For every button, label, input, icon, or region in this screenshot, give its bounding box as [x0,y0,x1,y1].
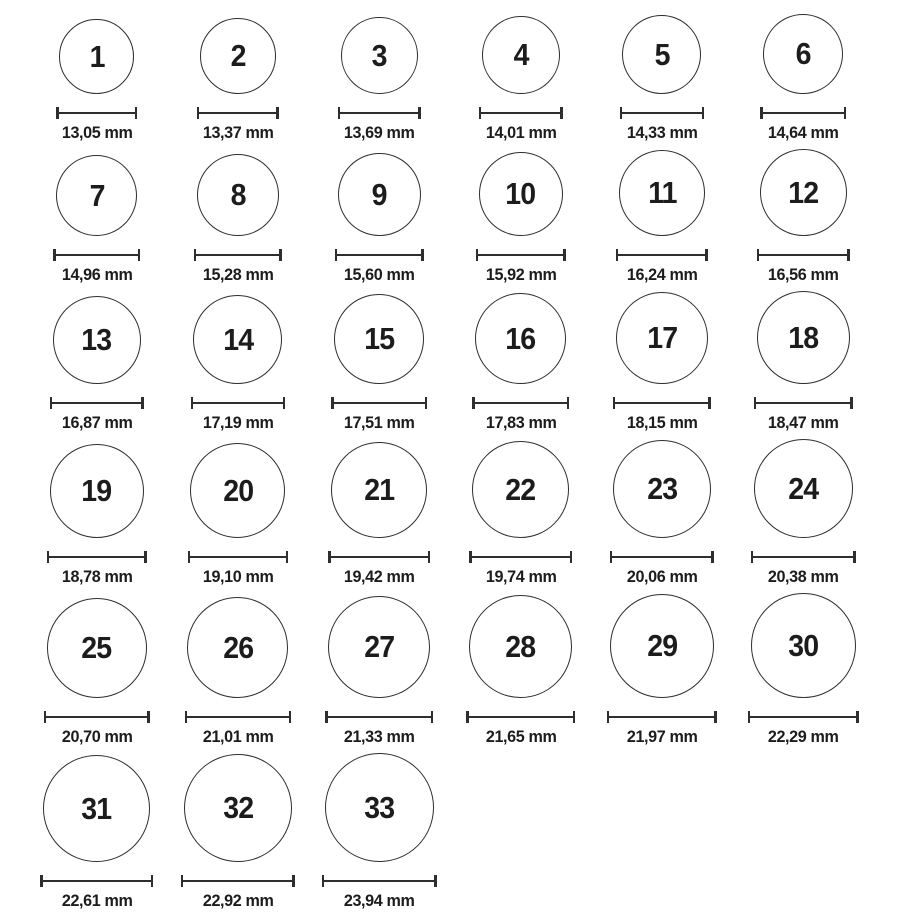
measure-bar [324,880,434,882]
diameter-measure-line [338,107,421,119]
ring-size-number: 27 [364,629,395,664]
measure-bar [43,880,151,882]
ring-size-item [26,291,167,439]
ring-size-number: 32 [223,790,253,825]
ring-circle [616,292,708,384]
diameter-label: 20,06 mm [626,567,698,586]
measure-bar [196,254,279,256]
ring-size-item [167,291,308,439]
ring-size-number: 11 [647,175,677,210]
measure-right-tick [286,551,288,563]
measure-bar [328,716,431,718]
ring-circle [613,440,711,538]
measure-right-tick [292,875,294,887]
ring-size-item [591,439,732,593]
measure-right-tick [279,249,281,261]
measure-right-tick [276,107,278,119]
diameter-label: 19,10 mm [202,567,274,586]
diameter-measure-line [476,249,566,261]
measure-right-tick [844,107,846,119]
measure-bar [472,556,570,558]
diameter-label: 17,83 mm [485,413,556,432]
measure-bar [478,254,563,256]
diameter-measure-line [325,711,433,723]
diameter-measure-line [181,875,295,887]
ring-size-item [26,593,167,753]
diameter-measure-line [610,551,714,563]
ring-size-item [309,149,450,291]
diameter-label: 20,38 mm [768,567,839,586]
diameter-label: 18,78 mm [61,567,132,586]
measure-right-tick [434,875,436,887]
measure-right-tick [425,397,427,409]
diameter-label: 21,01 mm [202,727,274,746]
measure-bar [469,716,573,718]
measure-bar [481,112,560,114]
diameter-label: 15,28 mm [202,265,274,284]
measure-bar [763,112,844,114]
diameter-measure-line [185,711,292,723]
ring-circle [190,443,285,538]
ring-size-number: 20 [223,472,253,508]
measure-right-tick [847,249,849,261]
diameter-label: 13,05 mm [61,123,132,142]
measure-bar [59,112,135,114]
measure-right-tick [418,107,420,119]
ring-circle [187,597,288,698]
ring-circle [200,18,276,94]
measure-bar [190,556,286,558]
ring-circle [59,19,134,94]
measure-right-tick [714,711,716,723]
ring-size-number: 18 [788,319,819,355]
ring-size-number: 14 [223,321,253,357]
ring-size-number: 30 [788,627,819,663]
ring-size-item [733,149,874,291]
diameter-label: 16,56 mm [768,265,839,284]
ring-size-number: 33 [364,789,395,825]
ring-circle [475,293,566,384]
ring-circle [197,154,279,236]
diameter-measure-line [44,711,150,723]
diameter-label: 22,92 mm [202,891,274,910]
measure-right-tick [856,711,858,723]
measure-right-tick [705,249,707,261]
ring-size-number: 12 [788,174,819,210]
ring-size-number: 9 [371,176,387,212]
ring-circle [56,155,137,236]
diameter-label: 21,65 mm [485,727,556,746]
ring-size-item [26,149,167,291]
ring-size-number: 22 [505,471,536,507]
diameter-label: 16,87 mm [61,413,132,432]
ring-size-number: 6 [795,36,811,71]
diameter-measure-line [56,107,137,119]
ring-size-item [167,149,308,291]
ring-size-item [733,291,874,439]
diameter-measure-line [620,107,705,119]
diameter-measure-line [50,397,144,409]
measure-bar [199,112,276,114]
diameter-label: 19,74 mm [485,567,556,586]
measure-right-tick [573,711,575,723]
diameter-label: 13,37 mm [202,123,274,142]
ring-size-number: 1 [89,38,105,74]
ring-circle [751,593,856,698]
measure-bar [750,716,856,718]
ring-size-item [167,593,308,753]
ring-circle [754,439,853,538]
diameter-measure-line [757,249,850,261]
measure-bar [337,254,421,256]
ring-circle [757,291,850,384]
diameter-label: 21,33 mm [344,727,415,746]
measure-bar [193,402,283,404]
diameter-measure-line [751,551,856,563]
diameter-measure-line [40,875,153,887]
ring-size-item [733,14,874,149]
measure-bar [618,254,705,256]
ring-size-item [733,593,874,753]
diameter-label: 15,60 mm [344,265,415,284]
ring-circle [760,149,847,236]
ring-size-number: 2 [230,38,246,73]
ring-size-item [591,291,732,439]
measure-bar [756,402,850,404]
ring-size-item [450,291,591,439]
diameter-label: 18,15 mm [626,413,698,432]
diameter-measure-line [466,711,575,723]
diameter-label: 23,94 mm [344,891,415,910]
ring-circle [763,14,843,94]
ring-size-item [591,14,732,149]
measure-right-tick [853,551,855,563]
ring-circle [325,753,434,862]
diameter-label: 13,69 mm [344,123,415,142]
ring-circle [469,595,572,698]
diameter-measure-line [613,397,711,409]
measure-right-tick [147,711,149,723]
ring-size-item [450,149,591,291]
diameter-label: 14,96 mm [61,265,132,284]
ring-size-number: 26 [223,629,253,665]
measure-bar [475,402,567,404]
ring-circle [610,594,714,698]
measure-bar [340,112,418,114]
ring-size-item [309,14,450,149]
ring-size-item [26,753,167,917]
ring-size-item [167,14,308,149]
diameter-measure-line [191,397,286,409]
diameter-measure-line [472,397,569,409]
measure-bar [331,556,428,558]
ring-size-item [591,149,732,291]
measure-right-tick [144,551,146,563]
diameter-measure-line [194,249,282,261]
ring-size-number: 25 [81,630,112,665]
ring-size-number: 31 [81,790,112,826]
ring-size-number: 24 [788,470,819,506]
ring-size-number: 3 [371,37,387,73]
diameter-label: 21,97 mm [626,727,698,746]
diameter-label: 15,92 mm [485,265,556,284]
ring-circle [619,150,705,236]
diameter-label: 18,47 mm [768,413,839,432]
diameter-measure-line [331,397,427,409]
ring-size-number: 4 [513,37,529,72]
ring-size-item [167,439,308,593]
diameter-measure-line [754,397,853,409]
ring-size-number: 16 [505,320,536,356]
diameter-label: 22,61 mm [61,891,132,910]
ring-size-number: 23 [647,471,677,506]
diameter-label: 16,24 mm [626,265,698,284]
diameter-measure-line [607,711,717,723]
measure-right-tick [283,397,285,409]
diameter-measure-line [47,551,147,563]
measure-right-tick [560,107,562,119]
ring-size-item [733,439,874,593]
measure-bar [52,402,141,404]
measure-right-tick [702,107,704,119]
measure-bar [753,556,853,558]
measure-bar [187,716,289,718]
diameter-measure-line [760,107,846,119]
ring-size-number: 19 [81,473,112,508]
ring-size-item [309,439,450,593]
ring-circle [47,598,147,698]
measure-right-tick [141,397,143,409]
ring-size-item [309,593,450,753]
ring-size-item [309,753,450,917]
ring-circle [472,441,569,538]
measure-bar [759,254,847,256]
ring-size-item [450,14,591,149]
measure-right-tick [428,551,430,563]
diameter-label: 20,70 mm [61,727,132,746]
ring-size-item [309,291,450,439]
diameter-measure-line [469,551,572,563]
ring-size-number: 17 [647,320,677,355]
measure-right-tick [138,249,140,261]
ring-size-number: 29 [647,628,677,663]
measure-right-tick [135,107,137,119]
ring-circle [193,295,282,384]
ring-size-item [450,439,591,593]
ring-size-number: 13 [81,322,112,357]
ring-size-item [591,593,732,753]
ring-size-item [167,753,308,917]
measure-right-tick [850,397,852,409]
ring-circle [341,17,418,94]
ring-size-item [450,593,591,753]
ring-size-number: 21 [364,472,395,507]
measure-bar [609,716,714,718]
measure-bar [334,402,425,404]
diameter-measure-line [53,249,140,261]
ring-circle [43,755,150,862]
measure-right-tick [563,249,565,261]
diameter-label: 14,01 mm [485,123,556,142]
measure-bar [56,254,138,256]
diameter-measure-line [188,551,289,563]
measure-right-tick [567,397,569,409]
diameter-measure-line [479,107,563,119]
measure-bar [612,556,711,558]
diameter-measure-line [322,875,437,887]
ring-size-item [26,14,167,149]
ring-circle [334,294,424,384]
ring-circle [50,444,144,538]
measure-right-tick [711,551,713,563]
ring-size-item [26,439,167,593]
ring-size-number: 7 [89,177,105,213]
measure-right-tick [421,249,423,261]
measure-right-tick [431,711,433,723]
diameter-label: 14,64 mm [768,123,839,142]
ring-circle [482,16,560,94]
ring-size-number: 8 [230,177,246,212]
measure-bar [49,556,144,558]
measure-bar [46,716,147,718]
measure-right-tick [708,397,710,409]
ring-circle [622,15,701,94]
ring-circle [328,596,430,698]
measure-bar [622,112,702,114]
ring-size-number: 15 [364,321,395,356]
diameter-measure-line [328,551,430,563]
measure-right-tick [570,551,572,563]
diameter-measure-line [748,711,859,723]
measure-bar [183,880,292,882]
ring-circle [479,152,563,236]
diameter-label: 17,51 mm [344,413,415,432]
diameter-label: 17,19 mm [202,413,274,432]
ring-size-number: 10 [505,176,536,211]
ring-size-number: 28 [505,628,536,664]
diameter-label: 19,42 mm [344,567,415,586]
measure-right-tick [151,875,153,887]
diameter-label: 22,29 mm [768,727,839,746]
measure-right-tick [289,711,291,723]
measure-bar [615,402,708,404]
diameter-label: 14,33 mm [626,123,698,142]
diameter-measure-line [197,107,279,119]
diameter-measure-line [616,249,708,261]
ring-circle [53,296,141,384]
ring-circle [184,754,292,862]
ring-circle [338,153,421,236]
diameter-measure-line [335,249,424,261]
ring-circle [331,442,427,538]
ring-size-number: 5 [654,36,670,72]
